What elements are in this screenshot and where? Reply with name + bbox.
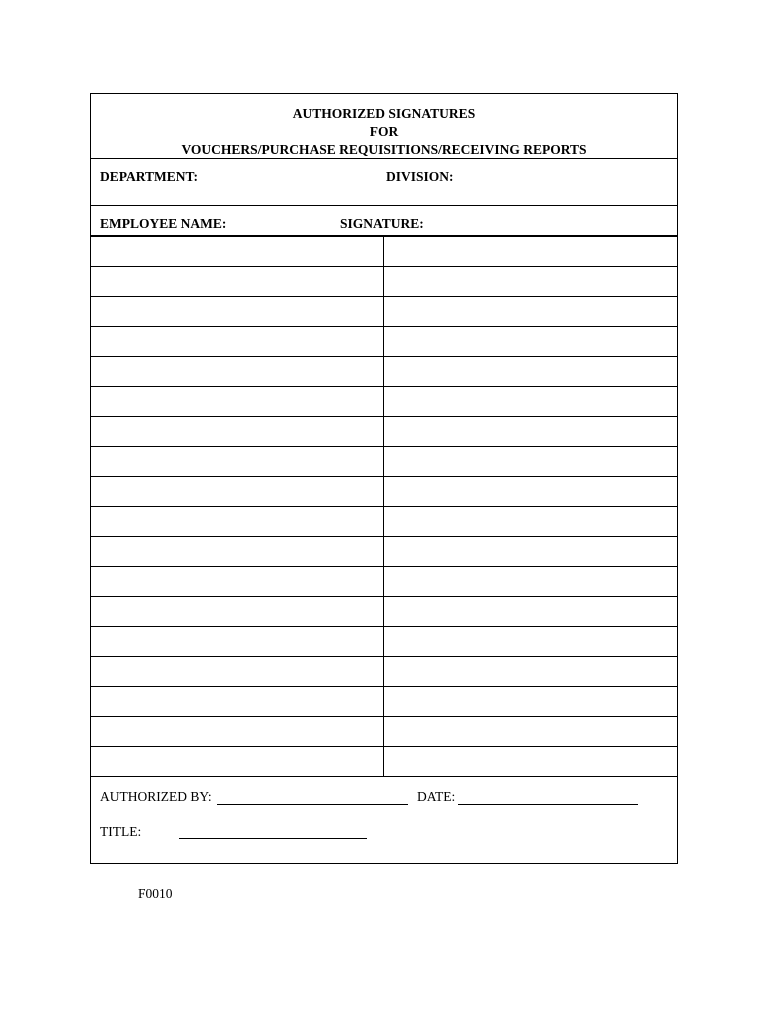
signature-cell[interactable]: [384, 627, 677, 656]
employee-name-cell[interactable]: [91, 327, 384, 356]
table-row: [91, 567, 677, 597]
title-field[interactable]: [179, 838, 367, 839]
table-row: [91, 507, 677, 537]
table-row: [91, 267, 677, 297]
employee-name-cell[interactable]: [91, 597, 384, 626]
authorized-by-field[interactable]: [217, 804, 408, 805]
signature-cell[interactable]: [384, 267, 677, 296]
signature-cell[interactable]: [384, 687, 677, 716]
signature-cell[interactable]: [384, 477, 677, 506]
table-row: [91, 537, 677, 567]
table-row: [91, 357, 677, 387]
signature-cell[interactable]: [384, 597, 677, 626]
table-row: [91, 387, 677, 417]
department-label: DEPARTMENT:: [100, 169, 199, 184]
table-row: [91, 477, 677, 507]
table-row: [91, 657, 677, 687]
title-label: TITLE:: [100, 824, 142, 839]
signature-cell[interactable]: [384, 387, 677, 416]
date-label: DATE:: [417, 789, 456, 804]
table-row: [91, 717, 677, 747]
table-row: [91, 627, 677, 657]
table-row: [91, 447, 677, 477]
employee-name-cell[interactable]: [91, 237, 384, 266]
signature-cell[interactable]: [384, 747, 677, 776]
signature-form: [90, 93, 678, 864]
signature-cell[interactable]: [384, 327, 677, 356]
form-title: AUTHORIZED SIGNATURES: [292, 106, 476, 121]
employee-name-cell[interactable]: [91, 477, 384, 506]
column-header-row: [91, 205, 677, 237]
division-label: DIVISION:: [386, 169, 454, 184]
employee-name-cell[interactable]: [91, 507, 384, 536]
signature-cell[interactable]: [384, 507, 677, 536]
employee-name-cell[interactable]: [91, 297, 384, 326]
employee-name-cell[interactable]: [91, 267, 384, 296]
signature-cell[interactable]: [384, 537, 677, 566]
department-row: [91, 158, 677, 206]
table-row: [91, 417, 677, 447]
table-row: [91, 597, 677, 627]
signature-cell[interactable]: [384, 717, 677, 746]
form-subtitle: VOUCHERS/PURCHASE REQUISITIONS/RECEIVING REPORTS: [181, 142, 587, 157]
employee-name-cell[interactable]: [91, 447, 384, 476]
employee-name-cell[interactable]: [91, 687, 384, 716]
employee-name-cell[interactable]: [91, 657, 384, 686]
employee-name-header: EMPLOYEE NAME:: [100, 216, 227, 231]
form-title-for: FOR: [369, 124, 399, 139]
signature-table: [91, 237, 677, 777]
signature-cell[interactable]: [384, 417, 677, 446]
employee-name-cell[interactable]: [91, 567, 384, 596]
table-row: [91, 747, 677, 777]
table-row: [91, 237, 677, 267]
date-field[interactable]: [458, 804, 638, 805]
employee-name-cell[interactable]: [91, 387, 384, 416]
signature-cell[interactable]: [384, 357, 677, 386]
form-header: [91, 94, 677, 159]
employee-name-cell[interactable]: [91, 747, 384, 776]
table-row: [91, 327, 677, 357]
employee-name-cell[interactable]: [91, 717, 384, 746]
authorization-block: [91, 777, 677, 863]
employee-name-cell[interactable]: [91, 357, 384, 386]
signature-cell[interactable]: [384, 657, 677, 686]
signature-cell[interactable]: [384, 297, 677, 326]
signature-cell[interactable]: [384, 447, 677, 476]
signature-cell[interactable]: [384, 237, 677, 266]
employee-name-cell[interactable]: [91, 537, 384, 566]
signature-header: SIGNATURE:: [340, 216, 424, 231]
table-row: [91, 687, 677, 717]
table-row: [91, 297, 677, 327]
signature-cell[interactable]: [384, 567, 677, 596]
employee-name-cell[interactable]: [91, 417, 384, 446]
form-code: F0010: [138, 886, 173, 901]
employee-name-cell[interactable]: [91, 627, 384, 656]
authorized-by-label: AUTHORIZED BY:: [100, 789, 212, 804]
